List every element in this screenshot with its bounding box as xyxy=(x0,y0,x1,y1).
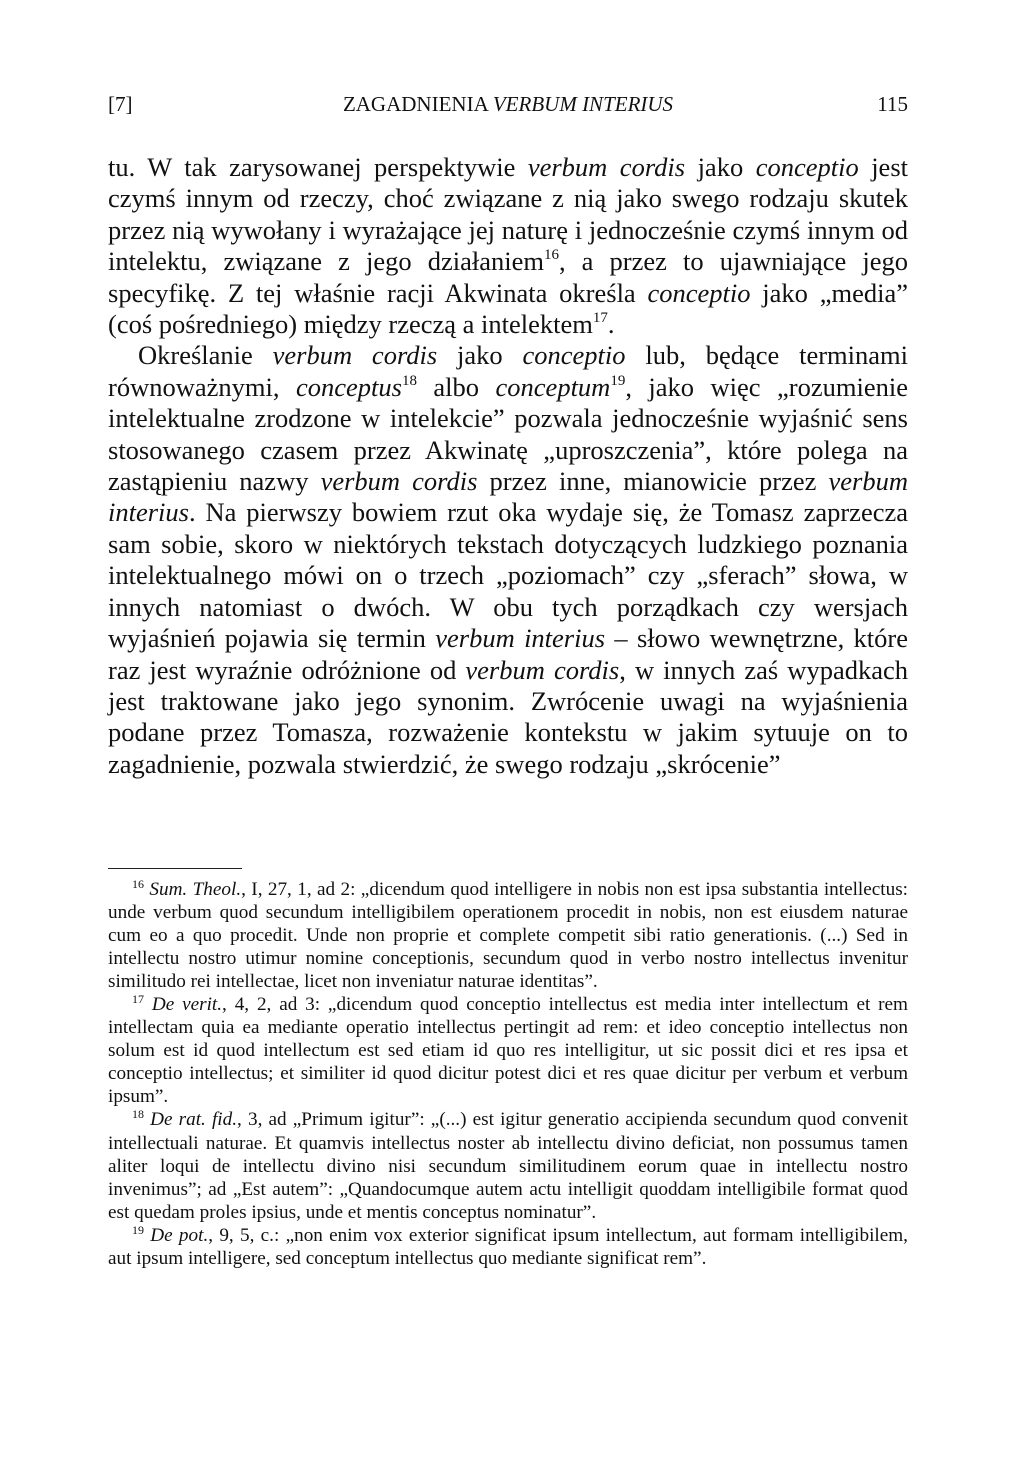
footnotes xyxy=(108,878,908,1270)
footnote-17: $^{17}$ De verit., 4, 2, ad 3: „dicendum quod conceptio intellectus est media inter intellectum et rem intellectam quia ea mediante operatio intellectus pertingit ad rem: et ideo conceptio intellectus non solum est id quod intellectum est sed etiam id quo res intelligitur, ut sic possit dici et res ipsa et conceptio intellectus; et similiter id quod dicitur potest dici et res quae dicitur per verbum et verbum ipsum”. xyxy=(108,992,908,1108)
running-header xyxy=(108,92,908,122)
footnote-18: $^{18}$ De rat. fid., 3, ad „Primum igitur”: „(...) est igitur generatio accipienda secundum quod convenit intellectuali naturae. Et quamvis intellectus noster ab intellectu divino deficiat, non possumus tamen aliter loqui de intellectu divino nisi secundum similitudinem eorum quae in intellectu nostro invenimus”; ad „Est autem”: „Quandocumque autem actu intelligit quoddam intelligibile format quod est quedam proles ipsius, unde et mentis conceptus nominatur”. xyxy=(108,1107,908,1223)
paragraph: tu. W tak zarysowanej perspektywie verbum cordis jako conceptio jest czymś innym od rzeczy, choć związane z nią jako swego rodzaju skutek przez nią wywołany i wyrażające jej naturę i jednocześnie czymś innym od intelektu, związane z jego działaniem$^{16}$, a przez to ujawniające jego specyfikę. Z tej właśnie racji Akwinata określa conceptio jako „media” (coś pośredniego) między rzeczą a intelektem$^{17}$. xyxy=(108,152,908,340)
running-title: ZAGADNIENIA VERBUM INTERIUS xyxy=(342,92,674,116)
section-number: [7] xyxy=(108,92,133,116)
footnote-16: $^{16}$ Sum. Theol., I, 27, 1, ad 2: „dicendum quod intelligere in nobis non est ipsa substantia intellectus: unde verbum quod secundum intelligibilem operationem procedit in nobis, non est eiusdem naturae cum eo a quo procedit. Unde non proprie et complete competit sibi ratio generationis. (...) Sed in intellectu nostro utimur nomine conceptionis, secundum quod in verbo nostro intellectus invenitur similitudo rei intellectae, licet non inveniatur naturae identitas”. xyxy=(108,877,909,993)
paragraph: Określanie verbum cordis jako conceptio lub, będące terminami równoważnymi, conceptus$^{18}$ albo conceptum$^{19}$, jako więc „rozumienie intelektualne zrodzone w intelekcie” pozwala jednocześnie wyjaśnić sens stosowanego czasem przez Akwinatę „uproszczenia”, które polega na zastąpieniu nazwy verbum cordis przez inne, mianowicie przez verbum interius. Na pierwszy bowiem rzut oka wydaje się, że Tomasz zaprzecza sam sobie, skoro w niektórych tekstach dotyczących ludzkiego poznania intelektualnego mówi on o trzech „poziomach” czy „sferach” słowa, w innych natomiast o dwóch. W obu tych porządkach czy wersjach wyjaśnień pojawia się termin verbum interius – słowo wewnętrzne, które raz jest wyraźnie odróżnione od verbum cordis, w innych zaś wypadkach jest traktowane jako jego synonim. Zwrócenie uwagi na wyjaśnienia podane przez Tomasza, rozważenie kontekstu w jakim sytuuje on to zagadnienie, pozwala stwierdzić, że swego rodzaju „skrócenie” xyxy=(108,340,909,779)
footnote-separator xyxy=(108,868,242,869)
footnote-19: $^{19}$ De pot., 9, 5, c.: „non enim vox exterior significat ipsum intellectum, aut formam intelligibilem, aut ipsum intelligere, sed conceptum intellectus quo mediante significat rem”. xyxy=(108,1222,908,1269)
page-number: 115 xyxy=(877,92,908,116)
main-text xyxy=(108,152,908,780)
